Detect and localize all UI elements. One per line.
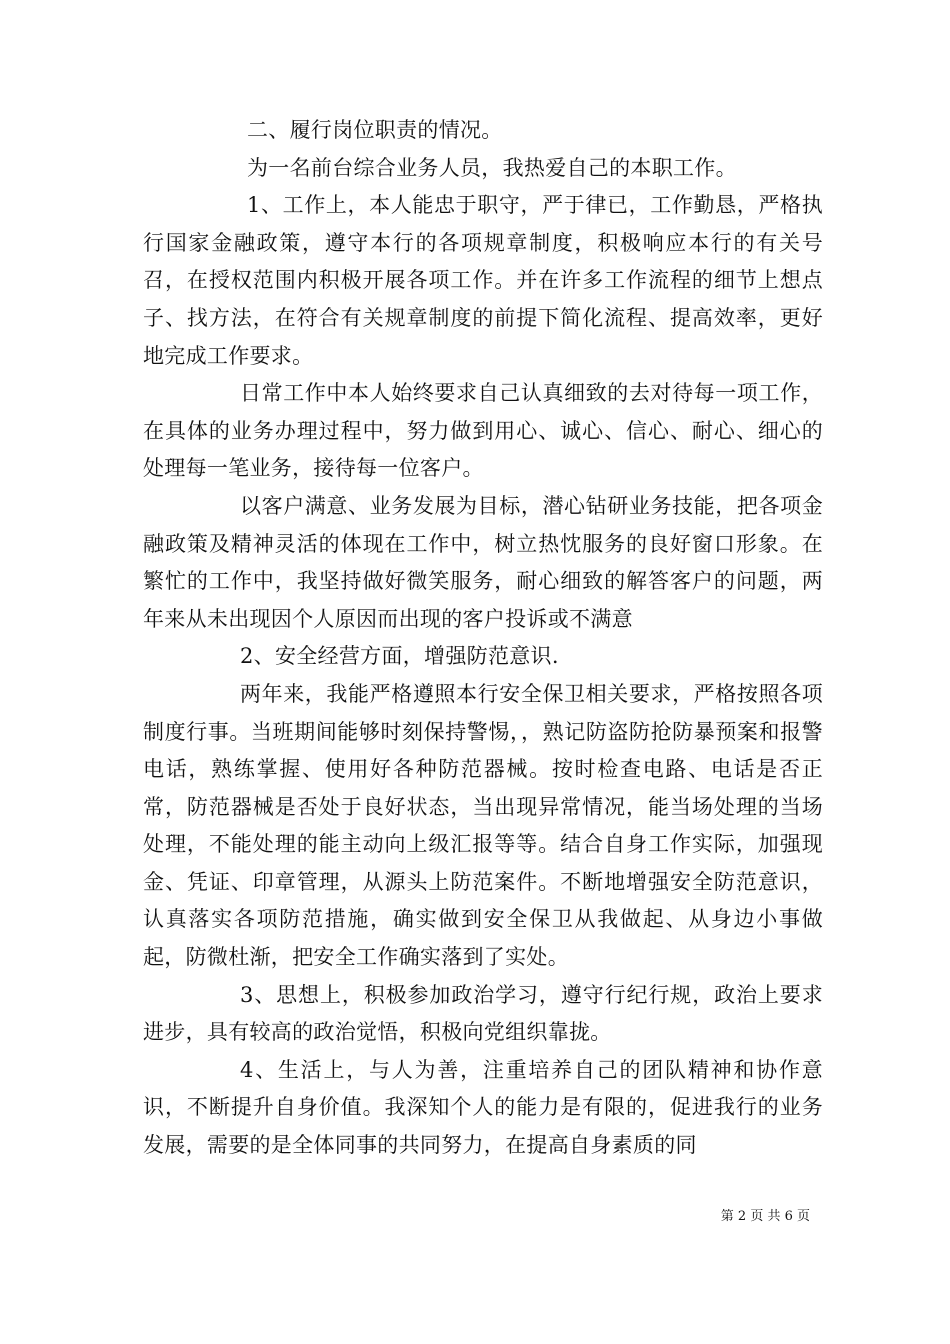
document-body xyxy=(143,112,823,1165)
paragraph-work: 1、工作上，本人能忠于职守，严于律已，工作勤恳，严格执行国家金融政策，遵守本行的各项规章制度，积极响应本行的有关号召，在授权范围内积极开展各项工作。并在许多工作流程的细节上想点子、找方法，在符合有关规章制度的前提下简化流程、提高效率，更好地完成工作要求。 xyxy=(143,193,823,368)
paragraph-life: 4、生活上，与人为善，注重培养自己的团队精神和协作意识，不断提升自身价值。我深知个人的能力是有限的，促进我行的业务发展，需要的是全体同事的共同努力，在提高自身素质的同 xyxy=(143,1057,823,1158)
paragraph-customer: 以客户满意、业务发展为目标，潜心钻研业务技能，把各项金融政策及精神灵活的体现在工作中，树立热忱服务的良好窗口形象。在繁忙的工作中，我坚持做好微笑服务，耐心细致的解答客户的问题，两年来从未出现因个人原因而出现的客户投诉或不满意 xyxy=(143,493,823,631)
paragraph-security: 两年来，我能严格遵照本行安全保卫相关要求，严格按照各项制度行事。当班期间能够时刻保持警惕，，熟记防盗防抢防暴预案和报警电话，熟练掌握、使用好各种防范器械。按时检查电路、电话是否正常，防范器械是否处于良好状态，当出现异常情况，能当场处理的当场处理，不能处理的能主动向上级汇报等等。结合自身工作实际，加强现金、凭证、印章管理，从源头上防范案件。不断地增强安全防范意识，认真落实各项防范措施，确实做到安全保卫从我做起、从身边小事做起，防微杜渐，把安全工作确实落到了实处。 xyxy=(143,681,823,970)
page-number-footer: 第 2 页 共 6 页 xyxy=(720,1209,810,1224)
paragraph-security-heading: 2、安全经营方面，增强防范意识. xyxy=(240,644,559,669)
paragraph-daily-work: 日常工作中本人始终要求自己认真细致的去对待每一项工作，在具体的业务办理过程中，努力做到用心、诚心、信心、耐心、细心的处理每一笔业务，接待每一位客户。 xyxy=(143,381,823,481)
paragraph-intro: 为一名前台综合业务人员，我热爱自己的本职工作。 xyxy=(247,155,737,180)
section-heading-duties: 二、履行岗位职责的情况。 xyxy=(247,118,503,142)
paragraph-thought: 3、思想上，积极参加政治学习，遵守行纪行规，政治上要求进步，具有较高的政治觉悟，积极向党组织靠拢。 xyxy=(143,982,823,1045)
